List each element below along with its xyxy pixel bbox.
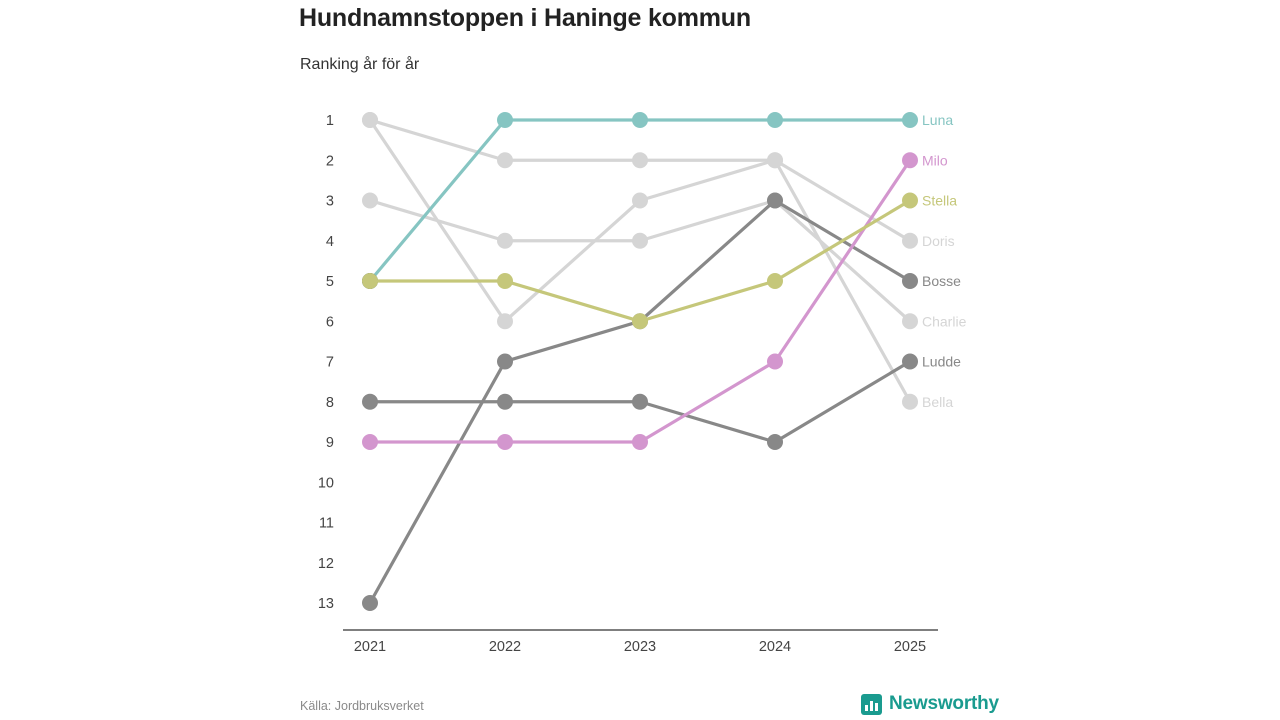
y-axis-tick-label: 5 [325, 274, 334, 290]
data-point [632, 394, 648, 410]
y-axis-tick-label: 10 [317, 475, 334, 492]
data-point [632, 434, 648, 450]
y-axis-tick-label: 7 [325, 354, 334, 371]
data-point [497, 233, 513, 249]
series-end-label: Doris [922, 232, 955, 249]
y-axis-tick-label: 3 [325, 193, 334, 210]
data-point [362, 193, 378, 209]
series-stella [362, 193, 957, 330]
x-axis-tick-label: 2024 [758, 639, 792, 655]
data-point [902, 193, 918, 209]
data-point [767, 112, 783, 128]
data-point [497, 434, 513, 450]
series-luna [362, 112, 953, 289]
brand-logo [861, 693, 999, 715]
data-point [902, 112, 918, 128]
data-point [632, 233, 648, 249]
data-point [497, 313, 513, 329]
series-bella [362, 112, 953, 410]
y-axis-tick-label: 4 [325, 233, 334, 250]
y-axis-tick-label: 13 [317, 596, 334, 612]
y-axis-tick-label: 12 [317, 555, 334, 572]
data-point [767, 193, 783, 209]
page-subtitle: Ranking år för år [300, 56, 420, 73]
data-point [902, 152, 918, 168]
bar-chart-icon [861, 694, 882, 715]
data-point [767, 434, 783, 450]
series-line [370, 201, 910, 322]
series-end-label: Luna [922, 112, 954, 128]
source-note: Källa: Jordbruksverket [300, 699, 424, 713]
series-end-label: Milo [922, 152, 948, 169]
series-end-label: Bella [922, 393, 954, 410]
data-point [362, 394, 378, 410]
x-axis-tick-label: 2025 [893, 639, 927, 655]
x-axis-tick-label: 2022 [488, 639, 522, 655]
data-point [632, 193, 648, 209]
page-title: Hundnamnstoppen i Haninge kommun [299, 4, 751, 32]
x-axis-tick-label: 2023 [623, 639, 657, 655]
data-point [362, 112, 378, 128]
data-point [767, 152, 783, 168]
y-axis-tick-label: 9 [325, 435, 334, 451]
series-end-label: Ludde [922, 353, 961, 370]
brand-name: Newsworthy [889, 693, 999, 714]
y-axis-tick-label: 6 [325, 314, 334, 331]
data-point [497, 152, 513, 168]
data-point [632, 152, 648, 168]
x-axis-tick-label: 2021 [353, 639, 387, 655]
data-point [902, 394, 918, 410]
data-point [767, 354, 783, 370]
y-axis-tick-label: 8 [325, 394, 334, 411]
y-axis-tick-label: 1 [325, 113, 334, 129]
data-point [632, 112, 648, 128]
series-line [370, 201, 910, 322]
data-point [362, 595, 378, 611]
y-axis-tick-label: 2 [325, 153, 334, 170]
series-line [370, 120, 910, 241]
data-point [497, 354, 513, 370]
data-point [902, 313, 918, 329]
data-point [902, 354, 918, 370]
data-point [362, 273, 378, 289]
series-end-label: Stella [922, 192, 958, 209]
series-ludde [362, 354, 961, 451]
data-point [497, 112, 513, 128]
data-point [902, 273, 918, 289]
series-end-label: Charlie [922, 313, 967, 330]
data-point [362, 434, 378, 450]
data-point [767, 273, 783, 289]
y-axis-tick-label: 11 [318, 515, 334, 532]
series-end-label: Bosse [922, 273, 961, 289]
data-point [497, 273, 513, 289]
data-point [632, 313, 648, 329]
data-point [902, 233, 918, 249]
data-point [497, 394, 513, 410]
